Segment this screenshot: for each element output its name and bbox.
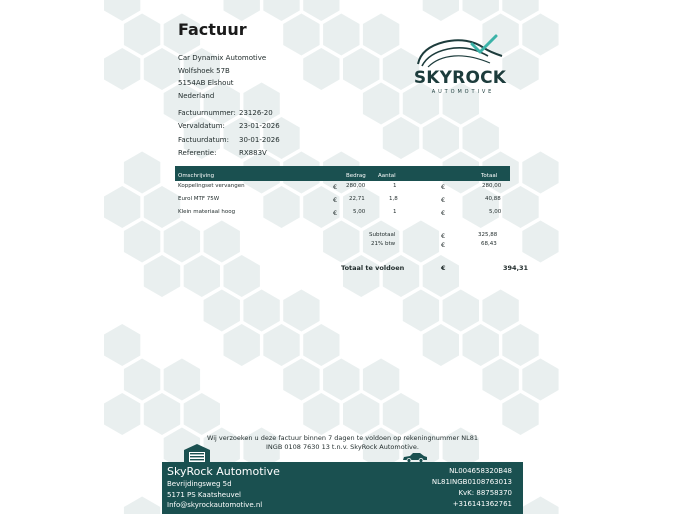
background-hexagon — [144, 48, 180, 90]
background-hexagon — [104, 324, 140, 366]
grand-total-label: Totaal te voldoen — [341, 264, 405, 272]
footer-address — [167, 479, 262, 511]
item-quantity: 1 — [393, 183, 397, 189]
sender-city: 5154AB Elshout — [178, 79, 234, 87]
reference: RX883V — [239, 149, 267, 158]
company-logo — [410, 32, 510, 98]
background-hexagon — [423, 324, 459, 366]
background-hexagon — [343, 393, 379, 435]
footer-email[interactable]: Info@skyrockautomotive.nl — [167, 501, 263, 509]
document-title: Factuur — [178, 20, 247, 39]
payment-notice — [162, 434, 523, 452]
garage-icon — [183, 443, 211, 462]
item-amount: 5,00 — [353, 209, 366, 215]
col-header-total: Totaal — [481, 173, 498, 179]
item-amount: 22,71 — [349, 196, 365, 202]
background-hexagon — [144, 255, 180, 297]
currency-symbol: € — [441, 264, 446, 272]
background-hexagon — [522, 221, 558, 263]
background-hexagon — [124, 152, 160, 194]
invoice-number-label: Factuurnummer: — [178, 108, 236, 117]
background-hexagon — [124, 359, 160, 401]
invoice-date: 30-01-2026 — [239, 135, 280, 144]
background-hexagon — [124, 497, 160, 514]
vat-value: 68,43 — [481, 241, 497, 247]
background-hexagon — [463, 117, 499, 159]
currency-symbol: € — [333, 196, 338, 204]
item-description: Klein materiaal hoog — [178, 209, 236, 215]
vat-row — [177, 239, 510, 251]
background-hexagon — [343, 48, 379, 90]
background-hexagon — [303, 324, 339, 366]
background-hexagon — [463, 324, 499, 366]
col-header-quantity: Aantal — [378, 173, 396, 179]
background-hexagon — [224, 324, 260, 366]
footer — [162, 462, 523, 514]
background-hexagon — [204, 290, 240, 332]
logo-name: SKYROCK — [413, 68, 507, 88]
item-description: Koppelingset vervangen — [178, 183, 245, 189]
background-hexagon — [443, 290, 479, 332]
item-amount: 280,00 — [346, 183, 366, 189]
background-hexagon — [144, 186, 180, 228]
background-hexagon — [423, 0, 459, 21]
item-total: 5,00 — [489, 209, 502, 215]
grand-total-row — [177, 262, 529, 274]
background-hexagon — [263, 324, 299, 366]
due-date: 23-01-2026 — [239, 122, 280, 131]
sender-name: Car Dynamix Automotive — [178, 54, 267, 62]
background-hexagon — [502, 393, 538, 435]
table-row — [177, 181, 510, 194]
footer-street: Bevrijdingsweg 5d — [167, 480, 232, 488]
item-quantity: 1,8 — [389, 196, 398, 202]
background-hexagon — [323, 14, 359, 56]
subtotal-label: Subtotaal — [369, 232, 396, 238]
table-row — [177, 207, 510, 220]
footer-registration — [432, 466, 512, 510]
subtotal-value: 325,88 — [478, 232, 498, 238]
item-quantity: 1 — [393, 209, 397, 215]
background-hexagon — [522, 152, 558, 194]
item-description: Eurol MTF 75W — [178, 196, 220, 202]
footer-city: 5171 PS Kaatsheuvel — [167, 490, 241, 499]
background-hexagon — [283, 290, 319, 332]
background-hexagon — [363, 14, 399, 56]
currency-symbol: € — [441, 232, 446, 240]
background-hexagon — [104, 186, 140, 228]
footer-iban: NL81INGB0108763013 — [431, 478, 512, 486]
payment-notice-line-1: Wij verzoeken u deze factuur binnen 7 dagen te voldoen op rekeningnummer NL81 — [206, 434, 479, 442]
background-hexagon — [224, 0, 260, 21]
background-hexagon — [283, 14, 319, 56]
background-hexagon — [383, 117, 419, 159]
invoice-page — [162, 0, 529, 514]
footer-kvk: KvK: 88758370 — [458, 489, 512, 497]
sender-address — [178, 52, 266, 102]
footer-vat-number: NL004658320B48 — [449, 467, 512, 475]
vat-label: 21% btw — [371, 241, 396, 247]
background-hexagon — [303, 48, 339, 90]
invoice-number: 23126-20 — [239, 108, 273, 117]
background-hexagon — [522, 14, 558, 56]
currency-symbol: € — [333, 183, 338, 191]
background-hexagon — [104, 393, 140, 435]
currency-symbol: € — [441, 241, 446, 249]
table-row — [177, 194, 510, 207]
background-hexagon — [363, 83, 399, 125]
col-header-description: Omschrijving — [178, 173, 215, 179]
background-hexagon — [124, 14, 160, 56]
background-hexagon — [423, 117, 459, 159]
background-hexagon — [104, 48, 140, 90]
line-items — [177, 181, 510, 220]
background-hexagon — [403, 290, 439, 332]
background-hexagon — [303, 393, 339, 435]
background-hexagon — [482, 290, 518, 332]
footer-company-name: SkyRock Automotive — [167, 465, 280, 478]
background-hexagon — [243, 290, 279, 332]
sender-country: Nederland — [178, 91, 215, 100]
background-hexagon — [184, 393, 220, 435]
background-hexagon — [144, 393, 180, 435]
background-hexagon — [522, 359, 558, 401]
table-header — [175, 166, 510, 181]
sender-street: Wolfshoek 57B — [178, 66, 230, 75]
logo-subtitle: AUTOMOTIVE — [431, 89, 495, 95]
background-hexagon — [164, 359, 200, 401]
background-hexagon — [124, 221, 160, 263]
due-date-label: Vervaldatum: — [178, 122, 225, 131]
background-hexagon — [363, 359, 399, 401]
background-hexagon — [502, 324, 538, 366]
payment-notice-line-2: INGB 0108 7630 13 t.n.v. SkyRock Automotive. — [266, 443, 419, 451]
reference-label: Referentie: — [178, 149, 217, 158]
footer-phone[interactable]: +316141362761 — [452, 500, 512, 508]
car-silhouette-checkmark-icon — [410, 32, 510, 68]
background-hexagon — [383, 393, 419, 435]
currency-symbol: € — [333, 209, 338, 217]
currency-symbol: € — [441, 209, 446, 217]
currency-symbol: € — [441, 196, 446, 204]
invoice-date-label: Factuurdatum: — [178, 135, 229, 144]
item-total: 40,88 — [485, 196, 501, 202]
invoice-meta — [178, 106, 280, 160]
currency-symbol: € — [441, 183, 446, 191]
item-total: 280,00 — [482, 183, 502, 189]
background-hexagon — [482, 359, 518, 401]
grand-total-value: 394,31 — [503, 264, 529, 272]
background-hexagon — [283, 359, 319, 401]
background-hexagon — [522, 497, 558, 514]
col-header-amount: Bedrag — [346, 173, 366, 179]
background-hexagon — [323, 359, 359, 401]
